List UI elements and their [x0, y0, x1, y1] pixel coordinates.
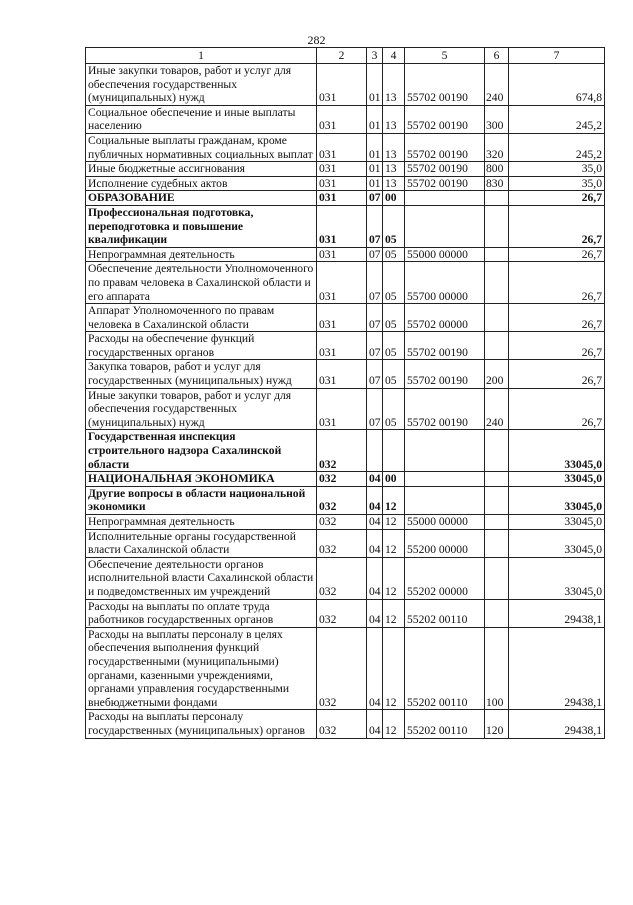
amount-cell: 26,7	[509, 360, 605, 388]
section-cell: 04	[367, 599, 383, 627]
expense-type-cell	[485, 599, 509, 627]
table-row	[86, 472, 605, 487]
expense-type-cell	[485, 486, 509, 514]
row-name-cell: Иные закупки товаров, работ и услуг для обеспечения государственных (муниципальных) нужд	[86, 64, 317, 106]
expense-type-cell	[485, 262, 509, 304]
target-article-cell: 55702 00190	[405, 105, 485, 133]
amount-cell: 33045,0	[509, 472, 605, 487]
subsection-cell: 05	[383, 205, 405, 247]
section-cell: 07	[367, 304, 383, 332]
target-article-cell: 55202 00110	[405, 710, 485, 738]
row-name-cell: Социальное обеспечение и иные выплаты населению	[86, 105, 317, 133]
amount-cell: 33045,0	[509, 430, 605, 472]
expense-type-cell	[485, 304, 509, 332]
admin-code-cell: 032	[317, 557, 367, 599]
admin-code-cell: 031	[317, 332, 367, 360]
table-row	[86, 557, 605, 599]
row-name-cell: Иные закупки товаров, работ и услуг для обеспечения государственных (муниципальных) нужд	[86, 388, 317, 430]
column-header: 7	[509, 48, 605, 64]
target-article-cell: 55702 00190	[405, 133, 485, 161]
target-article-cell: 55702 00000	[405, 304, 485, 332]
admin-code-cell: 032	[317, 515, 367, 530]
row-name-cell: ОБРАЗОВАНИЕ	[86, 191, 317, 206]
row-name-cell: Закупка товаров, работ и услуг для государственных (муниципальных) нужд	[86, 360, 317, 388]
admin-code-cell: 031	[317, 191, 367, 206]
subsection-cell: 12	[383, 627, 405, 710]
expense-type-cell: 800	[485, 162, 509, 177]
subsection-cell: 12	[383, 710, 405, 738]
amount-cell: 674,8	[509, 64, 605, 106]
subsection-cell: 12	[383, 529, 405, 557]
amount-cell: 26,7	[509, 247, 605, 262]
table-row	[86, 64, 605, 106]
table-row	[86, 262, 605, 304]
expense-type-cell: 120	[485, 710, 509, 738]
section-cell: 04	[367, 472, 383, 487]
target-article-cell	[405, 486, 485, 514]
target-article-cell: 55702 00190	[405, 388, 485, 430]
subsection-cell: 13	[383, 133, 405, 161]
target-article-cell: 55202 00110	[405, 599, 485, 627]
table-row	[86, 332, 605, 360]
subsection-cell: 13	[383, 176, 405, 191]
target-article-cell: 55702 00190	[405, 360, 485, 388]
admin-code-cell: 032	[317, 529, 367, 557]
expense-type-cell	[485, 191, 509, 206]
section-cell: 04	[367, 557, 383, 599]
column-number-header	[86, 48, 605, 64]
expense-type-cell: 300	[485, 105, 509, 133]
section-cell: 04	[367, 627, 383, 710]
expense-type-cell	[485, 430, 509, 472]
amount-cell: 35,0	[509, 176, 605, 191]
table-row	[86, 191, 605, 206]
row-name-cell: Расходы на выплаты персоналу государственных (муниципальных) органов	[86, 710, 317, 738]
amount-cell: 245,2	[509, 133, 605, 161]
expense-type-cell: 830	[485, 176, 509, 191]
expense-type-cell	[485, 332, 509, 360]
row-name-cell: Иные бюджетные ассигнования	[86, 162, 317, 177]
expense-type-cell	[485, 557, 509, 599]
admin-code-cell: 031	[317, 262, 367, 304]
section-cell: 01	[367, 64, 383, 106]
admin-code-cell: 031	[317, 304, 367, 332]
section-cell: 01	[367, 105, 383, 133]
target-article-cell: 55702 00190	[405, 64, 485, 106]
amount-cell: 29438,1	[509, 710, 605, 738]
row-name-cell: Обеспечение деятельности Уполномоченного по правам человека в Сахалинской области и его аппарата	[86, 262, 317, 304]
expense-type-cell: 320	[485, 133, 509, 161]
target-article-cell	[405, 191, 485, 206]
expense-type-cell	[485, 247, 509, 262]
table-row	[86, 162, 605, 177]
section-cell: 07	[367, 262, 383, 304]
expense-type-cell	[485, 472, 509, 487]
subsection-cell: 12	[383, 557, 405, 599]
section-cell: 07	[367, 191, 383, 206]
section-cell: 07	[367, 388, 383, 430]
amount-cell: 35,0	[509, 162, 605, 177]
amount-cell: 26,7	[509, 262, 605, 304]
amount-cell: 29438,1	[509, 627, 605, 710]
admin-code-cell: 032	[317, 627, 367, 710]
target-article-cell: 55202 00110	[405, 627, 485, 710]
table-row	[86, 176, 605, 191]
row-name-cell: Исполнение судебных актов	[86, 176, 317, 191]
section-cell: 04	[367, 515, 383, 530]
admin-code-cell: 031	[317, 176, 367, 191]
admin-code-cell: 031	[317, 64, 367, 106]
admin-code-cell: 032	[317, 486, 367, 514]
column-header: 1	[86, 48, 317, 64]
subsection-cell: 05	[383, 388, 405, 430]
target-article-cell: 55000 00000	[405, 515, 485, 530]
amount-cell: 26,7	[509, 191, 605, 206]
subsection-cell: 05	[383, 304, 405, 332]
admin-code-cell: 032	[317, 472, 367, 487]
admin-code-cell: 032	[317, 710, 367, 738]
admin-code-cell: 032	[317, 430, 367, 472]
subsection-cell: 12	[383, 486, 405, 514]
section-cell: 04	[367, 529, 383, 557]
section-cell: 01	[367, 162, 383, 177]
row-name-cell: Непрограммная деятельность	[86, 247, 317, 262]
subsection-cell: 13	[383, 64, 405, 106]
section-cell: 07	[367, 205, 383, 247]
amount-cell: 33045,0	[509, 515, 605, 530]
subsection-cell	[383, 430, 405, 472]
target-article-cell: 55202 00000	[405, 557, 485, 599]
table-row	[86, 247, 605, 262]
table-row	[86, 486, 605, 514]
admin-code-cell: 031	[317, 388, 367, 430]
budget-table	[85, 47, 605, 739]
column-header: 4	[383, 48, 405, 64]
section-cell: 04	[367, 486, 383, 514]
target-article-cell	[405, 472, 485, 487]
admin-code-cell: 031	[317, 360, 367, 388]
section-cell: 07	[367, 332, 383, 360]
admin-code-cell: 031	[317, 205, 367, 247]
target-article-cell: 55702 00190	[405, 162, 485, 177]
subsection-cell: 05	[383, 360, 405, 388]
table-row	[86, 133, 605, 161]
subsection-cell: 13	[383, 162, 405, 177]
expense-type-cell	[485, 515, 509, 530]
subsection-cell: 13	[383, 105, 405, 133]
expense-type-cell	[485, 529, 509, 557]
admin-code-cell: 031	[317, 105, 367, 133]
subsection-cell: 12	[383, 599, 405, 627]
table-row	[86, 529, 605, 557]
subsection-cell: 00	[383, 472, 405, 487]
table-row	[86, 304, 605, 332]
amount-cell: 245,2	[509, 105, 605, 133]
amount-cell: 26,7	[509, 388, 605, 430]
row-name-cell: Профессиональная подготовка, переподготовка и повышение квалификации	[86, 205, 317, 247]
row-name-cell: Расходы на выплаты персоналу в целях обеспечения выполнения функций государственными (муниципальными) органами, казенными учреждениями, органами управления государственными внебюджетными фондами	[86, 627, 317, 710]
expense-type-cell: 240	[485, 64, 509, 106]
section-cell: 07	[367, 247, 383, 262]
row-name-cell: НАЦИОНАЛЬНАЯ ЭКОНОМИКА	[86, 472, 317, 487]
subsection-cell: 05	[383, 262, 405, 304]
expense-type-cell	[485, 205, 509, 247]
column-header: 3	[367, 48, 383, 64]
admin-code-cell: 031	[317, 133, 367, 161]
table-row	[86, 710, 605, 738]
row-name-cell: Расходы на выплаты по оплате труда работников государственных органов	[86, 599, 317, 627]
amount-cell: 26,7	[509, 332, 605, 360]
page-number: 282	[307, 33, 326, 47]
amount-cell: 26,7	[509, 205, 605, 247]
amount-cell: 33045,0	[509, 557, 605, 599]
subsection-cell: 05	[383, 247, 405, 262]
target-article-cell: 55000 00000	[405, 247, 485, 262]
column-header: 2	[317, 48, 367, 64]
target-article-cell: 55700 00000	[405, 262, 485, 304]
target-article-cell: 55702 00190	[405, 176, 485, 191]
row-name-cell: Государственная инспекция строительного надзора Сахалинской области	[86, 430, 317, 472]
admin-code-cell: 031	[317, 247, 367, 262]
expense-type-cell: 200	[485, 360, 509, 388]
target-article-cell	[405, 430, 485, 472]
target-article-cell	[405, 205, 485, 247]
section-cell	[367, 430, 383, 472]
table-row	[86, 515, 605, 530]
table-row	[86, 599, 605, 627]
subsection-cell: 05	[383, 332, 405, 360]
target-article-cell: 55702 00190	[405, 332, 485, 360]
section-cell: 04	[367, 710, 383, 738]
row-name-cell: Аппарат Уполномоченного по правам человека в Сахалинской области	[86, 304, 317, 332]
amount-cell: 29438,1	[509, 599, 605, 627]
table-row	[86, 360, 605, 388]
table-row	[86, 388, 605, 430]
section-cell: 01	[367, 176, 383, 191]
table-row	[86, 430, 605, 472]
column-header: 6	[485, 48, 509, 64]
section-cell: 07	[367, 360, 383, 388]
expense-type-cell: 240	[485, 388, 509, 430]
target-article-cell: 55200 00000	[405, 529, 485, 557]
row-name-cell: Исполнительные органы государственной власти Сахалинской области	[86, 529, 317, 557]
row-name-cell: Непрограммная деятельность	[86, 515, 317, 530]
amount-cell: 33045,0	[509, 486, 605, 514]
row-name-cell: Другие вопросы в области национальной экономики	[86, 486, 317, 514]
table-row	[86, 627, 605, 710]
section-cell: 01	[367, 133, 383, 161]
subsection-cell: 00	[383, 191, 405, 206]
amount-cell: 26,7	[509, 304, 605, 332]
expense-type-cell: 100	[485, 627, 509, 710]
column-header: 5	[405, 48, 485, 64]
admin-code-cell: 032	[317, 599, 367, 627]
row-name-cell: Расходы на обеспечение функций государственных органов	[86, 332, 317, 360]
subsection-cell: 12	[383, 515, 405, 530]
amount-cell: 33045,0	[509, 529, 605, 557]
admin-code-cell: 031	[317, 162, 367, 177]
row-name-cell: Обеспечение деятельности органов исполнительной власти Сахалинской области и подведомственных им учреждений	[86, 557, 317, 599]
row-name-cell: Социальные выплаты гражданам, кроме публичных нормативных социальных выплат	[86, 133, 317, 161]
table-row	[86, 205, 605, 247]
table-row	[86, 105, 605, 133]
